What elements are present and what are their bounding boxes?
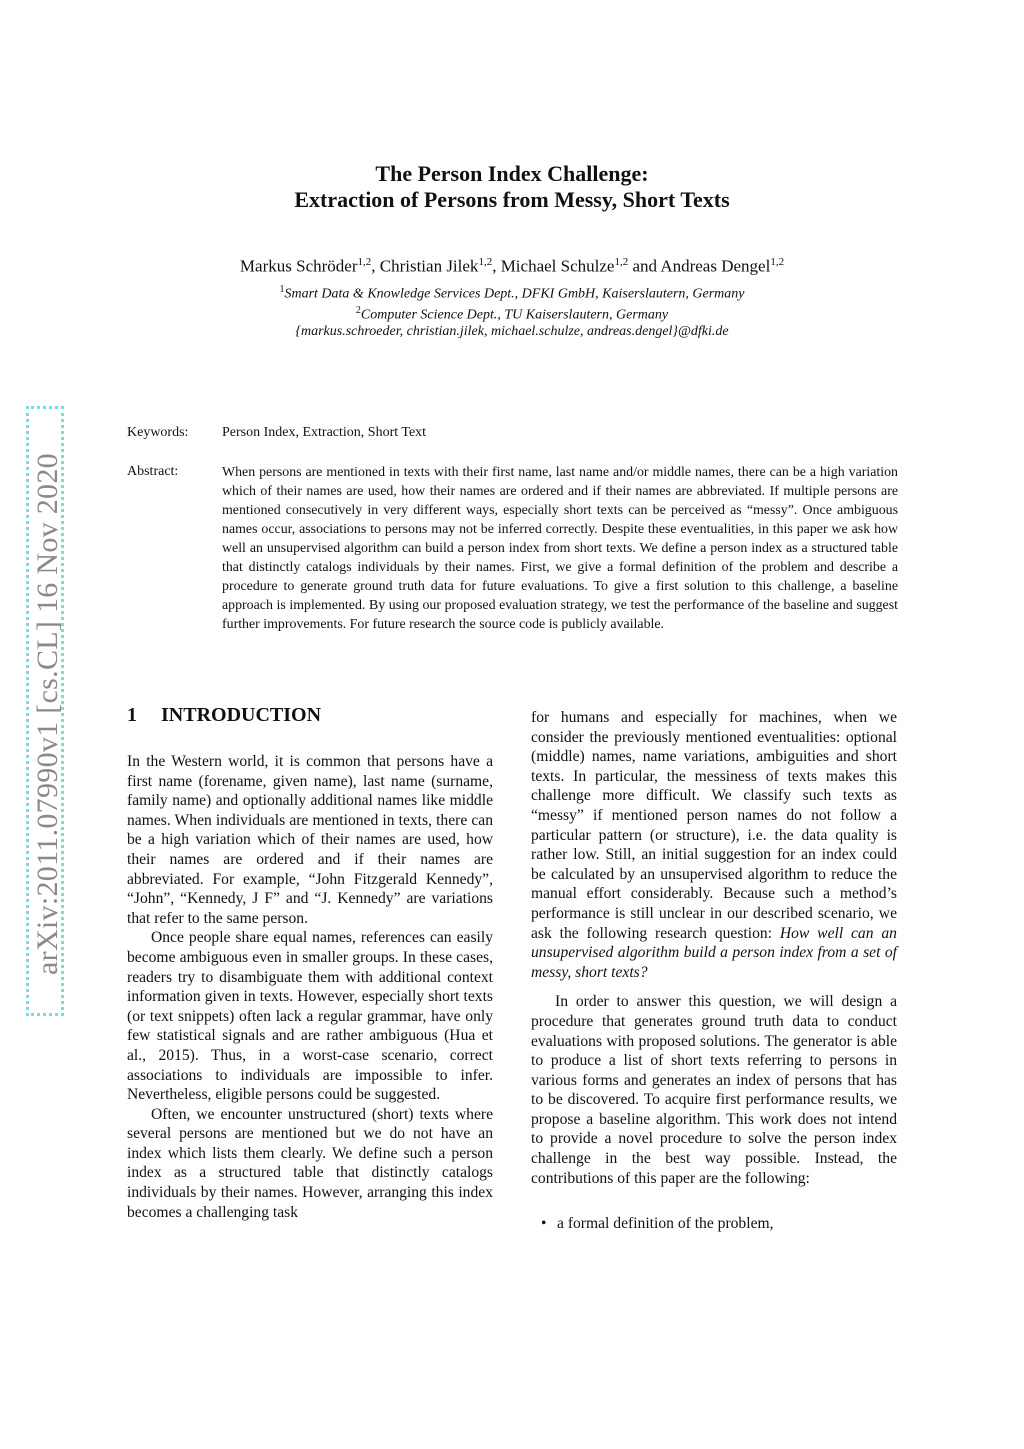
- abstract-label: Abstract:: [127, 464, 179, 479]
- author-name: Markus Schröder: [239, 256, 358, 276]
- left-column: [127, 752, 493, 1222]
- bullet-text: a formal definition of the problem,: [557, 1215, 774, 1233]
- affiliation-1: [0, 284, 1024, 303]
- intro-paragraph-3: Often, we encounter unstructured (short) texts where several persons are mentioned but we do not have an index which lists them clearly. We define such a person index as a structured table that distinctly catalogs individuals by their names. However, arranging this index becomes a challenging task: [127, 1105, 493, 1221]
- section-number: 1: [127, 704, 137, 726]
- arxiv-sidebar-stamp: [26, 406, 64, 1016]
- affiliation-marker: 2: [355, 305, 361, 316]
- author-list: [0, 256, 1024, 277]
- author-affiliation-marker: 1,2: [357, 256, 372, 268]
- affiliation-marker: 1: [279, 284, 285, 295]
- paper-title-line-2: Extraction of Persons from Messy, Short Texts: [294, 187, 730, 212]
- author-affiliation-marker: 1,2: [478, 256, 493, 268]
- intro-paragraph-5: In order to answer this question, we will design a procedure that generates ground truth data to conduct evaluations with proposed solutions. The generator is able to produce a list of short texts referring to persons in various forms and generates an index of persons that has to be discovered. To acquire first performance results, we propose a baseline algorithm. This work does not intend to provide a novel procedure to solve the person index challenge in the best way possible. Instead, the contributions of this paper are the following:: [531, 993, 897, 1187]
- author-name: Andreas Dengel: [660, 256, 771, 276]
- author-separator: ,: [492, 256, 501, 276]
- author-affiliation-marker: 1,2: [770, 256, 785, 268]
- affiliation-text: Computer Science Dept., TU Kaiserslautern, Germany: [360, 307, 669, 323]
- affiliation-text: Smart Data & Knowledge Services Dept., DFKI GmbH, Kaiserslautern, Germany: [284, 286, 745, 302]
- section-heading-introduction: [127, 704, 321, 727]
- author-emails: {markus.schroeder, christian.jilek, michael.schulze, andreas.dengel}@dfki.de: [295, 324, 729, 339]
- author-separator: ,: [371, 256, 380, 276]
- author-name: Michael Schulze: [500, 256, 615, 276]
- affiliation-2: [0, 305, 1024, 324]
- intro-paragraph-2: Once people share equal names, references can easily become ambiguous even in smaller groups. In these cases, readers try to disambiguate them with additional context information given in texts. However, especially short texts (or text snippets) often lack a regular grammar, have only few statistical signals and are rather ambiguous (Hua et al., 2015). Thus, in a worst-case scenario, correct associations to individuals are impossible to infer. Nevertheless, eligible persons could be suggested.: [127, 929, 493, 1104]
- abstract-text: When persons are mentioned in texts with their first name, last name and/or middle names, there can be a high variation which of their names are used, how their names are ordered and if their names are abbreviated. If multiple persons are mentioned consecutively in very different ways, especially short texts can be perceived as “messy”. Once ambiguous names occur, associations to persons may not be inferred correctly. Despite these eventualities, in this paper we ask how well an unsupervised algorithm can build a person index from short texts. We define a person index as a structured table that distinctly catalogs individuals by their names. First, we give a formal definition of the problem and describe a procedure to generate ground truth data for future evaluations. To give a first solution to this challenge, a baseline approach is implemented. By using our proposed evaluation strategy, we test the performance of the baseline and suggest further improvements. For future research the source code is publicly available.: [222, 465, 898, 632]
- author-affiliation-marker: 1,2: [614, 256, 629, 268]
- author-separator: and: [628, 256, 661, 276]
- intro-paragraph-4: [531, 708, 897, 982]
- bullet-marker: •: [541, 1215, 547, 1233]
- author-name: Christian Jilek: [379, 256, 479, 276]
- paragraph-text: for humans and especially for machines, when we consider the previously mentioned eventualities: optional (middle) names, name variations, ambiguities and short texts. In particular, the messiness of texts makes this challenge more difficult. We classify such texts as “messy” if mentioned person names do not follow a particular pattern (or structure), i.e. the data quality is rather low. Still, an initial suggestion for an index could be calculated by an unsupervised algorithm to reduce the manual effort considerably. Because such a method’s performance is still unclear in our described scenario, we ask the following research question:: [531, 709, 897, 942]
- keywords-text: Person Index, Extraction, Short Text: [222, 425, 427, 440]
- section-title: INTRODUCTION: [161, 704, 322, 726]
- paper-title-line-1: The Person Index Challenge:: [375, 161, 649, 186]
- intro-paragraph-1: In the Western world, it is common that persons have a first name (forename, given name), last name (surname, family name) and optionally additional names like middle names. When individuals are mentioned in texts, there can be a high variation which of their names are used, how their names are ordered and if their names are abbreviated. For example, “John Fitzgerald Kennedy”, “John”, “Kennedy, J F” and “J. Kennedy” are variations that refer to the same person.: [127, 753, 493, 927]
- research-question: How well can an unsupervised algorithm build a person index from a set of messy, short texts?: [531, 924, 897, 981]
- right-column: [531, 708, 897, 1234]
- contribution-bullet: [531, 1214, 897, 1234]
- arxiv-identifier: arXiv:2011.07990v1 [cs.CL] 16 Nov 2020: [31, 453, 64, 975]
- keywords-label: Keywords:: [127, 425, 189, 440]
